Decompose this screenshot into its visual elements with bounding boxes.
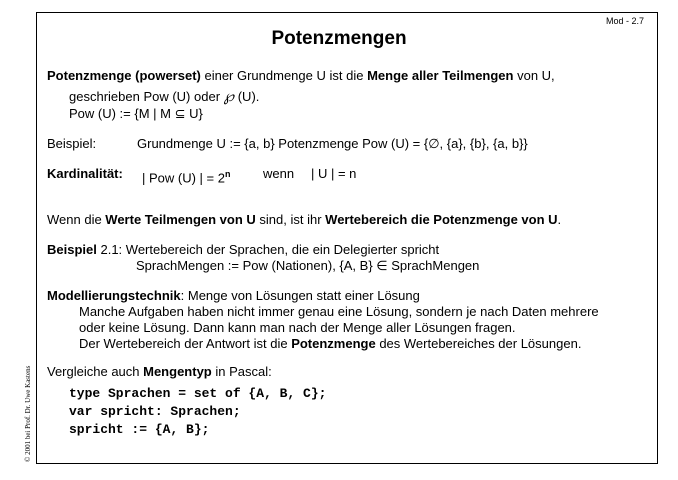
kardinalitaet-expr: | Pow (U) | = $2^n$ [142, 169, 231, 186]
vergleiche-line: Vergleiche auch Mengentyp in Pascal: [47, 364, 272, 379]
modell-line: Modellierungstechnik: Menge von Lösungen statt einer Lösung [47, 288, 420, 303]
beispiel21-line1: Beispiel 2.1: Wertebereich der Sprachen, die ein Delegierter spricht [47, 242, 440, 257]
kardinalitaet-cond: | U | = n [311, 166, 357, 181]
code-line-3: spricht := {A, B}; [69, 422, 210, 437]
powerset-symbol: ℘ [223, 87, 235, 105]
definition-line3: Pow (U) := {M | M ⊆ U} [69, 106, 203, 121]
kardinalitaet-line: Kardinalität: [47, 166, 123, 181]
definition-line2: geschrieben Pow (U) oder ℘ (U). [69, 87, 260, 105]
beispiel-text: Grundmenge U := {a, b} Potenzmenge Pow (U) = {∅, {a}, {b}, {a, b}} [137, 136, 528, 151]
beispiel-label: Beispiel: [47, 136, 97, 151]
page-title: Potenzmengen [271, 28, 407, 49]
code-line-1: type Sprachen = set of {A, B, C}; [69, 386, 327, 401]
definition-term: Potenzmenge (powerset) [47, 68, 201, 83]
code-line-2: var spricht: Sprachen; [69, 404, 241, 419]
modell-l2: oder keine Lösung. Dann kann man nach der Menge aller Lösungen fragen. [79, 320, 516, 335]
kardinalitaet-wenn: wenn [263, 166, 295, 181]
definition-line1: Potenzmenge (powerset) einer Grundmenge U ist die Menge aller Teilmengen von U, [47, 68, 555, 83]
beispiel21-line2: SprachMengen := Pow (Nationen), {A, B} ∈ SprachMengen [136, 258, 480, 273]
modell-l1: Manche Aufgaben haben nicht immer genau eine Lösung, sondern je nach Daten mehrere [79, 304, 599, 319]
werte-line: Wenn die Werte Teilmengen von U sind, ist ihr Wertebereich die Potenzmenge von U. [47, 212, 562, 227]
kardinalitaet-label: Kardinalität [47, 166, 119, 181]
copyright: © 2001 bei Prof. Dr. Uwe Kastens [24, 365, 32, 462]
slide-id: Mod - 2.7 [605, 16, 644, 26]
modell-l3: Der Wertebereich der Antwort ist die Potenzmenge des Wertebereiches der Lösungen. [79, 336, 582, 351]
